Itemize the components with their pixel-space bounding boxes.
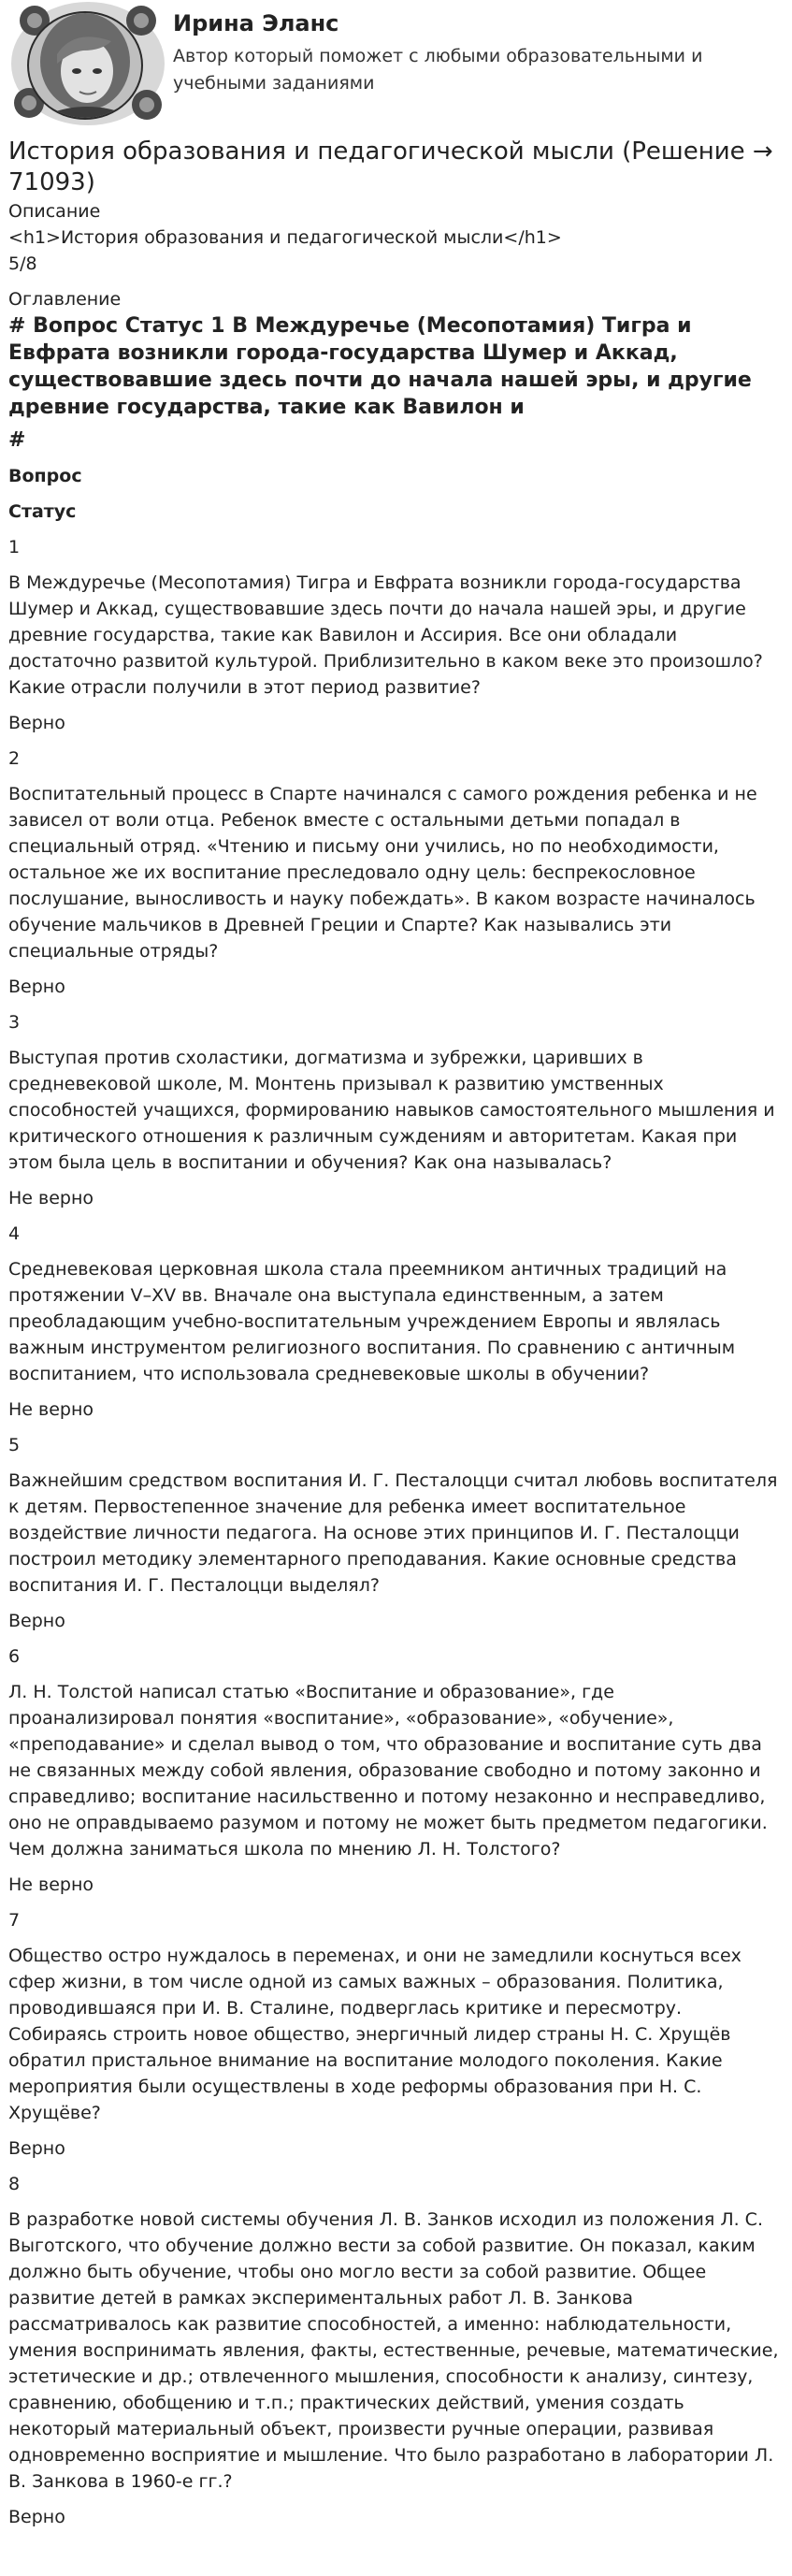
question-status: Верно — [8, 713, 65, 733]
question-item — [8, 1432, 784, 1634]
question-status: Не верно — [8, 1399, 94, 1420]
question-number: 4 — [8, 1223, 21, 1244]
question-text: Средневековая церковная школа стала преемником античных традиций на протяжении V–XV вв. Вначале она выступала единственным, а затем преобладающим учебно-воспитательным учреждением Европы и являлась важным инструментом религиозного воспитания. По сравнению с античным воспитанием, что использовала средневековые школы в обучении? — [8, 1259, 736, 1384]
question-number: 7 — [8, 1910, 21, 1931]
question-number: 3 — [8, 1012, 21, 1033]
column-status-header: Статус — [8, 501, 77, 522]
question-text: Важнейшим средством воспитания И. Г. Песталоцци считал любовь воспитателя к детям. Первостепенное значение для ребенка имеет воспитательное воздействие личности педагога. На основе этих принципов И. Г. Песталоцци построил методику элементарного преподавания. Какие основные средства воспитания И. Г. Песталоцци выделял? — [8, 1470, 778, 1596]
question-item — [8, 1907, 784, 2162]
question-item — [8, 745, 784, 1000]
question-item — [8, 2171, 784, 2530]
author-avatar[interactable] — [8, 0, 167, 127]
document-title: История образования и педагогической мысли (Решение → 71093) — [8, 137, 773, 196]
question-item — [8, 1643, 784, 1898]
question-text: Выступая против схоластики, догматизма и зубрежки, царивших в средневековой школе, М. Монтень призывал к развитию умственных способностей учащихся, формированию навыков самостоятельного мышления и критического отношения к различным суждениям и авторитетам. Какая при этом была цель в воспитании и обучения? Как она называлась? — [8, 1048, 775, 1173]
question-number: 8 — [8, 2174, 21, 2194]
question-number: 2 — [8, 748, 21, 769]
question-text: В Междуречье (Месопотамия) Тигра и Евфрата возникли города-государства Шумер и Аккад, существовавшие здесь почти до начала нашей эры, и другие древние государства, такие как Вавилон и Ассирия. Все они обладали достаточно развитой культурой. Приблизительно в каком веке это произошло? Какие отрасли получили в этот период развитие? — [8, 572, 763, 698]
question-text: Воспитательный процесс в Спарте начинался с самого рождения ребенка и не зависел от воли отца. Ребенок вместе с остальными детьми попадал в специальный отряд. «Чтению и письму они учились, но по необходимости, остальное же их воспитание преследовало одну цель: беспрекословное послушание, выносливость и науку побеждать». В каком возрасте начиналось обучение мальчиков в Древней Греции и Спарте? Как назывались эти специальные отряды? — [8, 784, 757, 962]
description-value: <h1>История образования и педагогической мысли</h1> — [8, 227, 562, 248]
question-item — [8, 1009, 784, 1211]
rating: 5/8 — [8, 253, 37, 274]
question-number: 1 — [8, 537, 21, 557]
description-label: Описание — [8, 201, 101, 222]
question-text: Общество остро нуждалось в переменах, и они не замедлили коснуться всех сфер жизни, в том числе одной из самых важных – образования. Политика, проводившаяся при И. В. Сталине, подверглась критике и пересмотру. Собираясь строить новое общество, энергичный лидер страны Н. С. Хрущёв обратил пристальное внимание на воспитание молодого поколения. Какие мероприятия были осуществлены в ходе реформы образования при Н. С. Хрущёве? — [8, 1946, 742, 2123]
question-status: Верно — [8, 1611, 65, 1631]
author-description: Автор который поможет с любыми образовательными и учебными заданиями — [173, 46, 703, 94]
column-number-header: # — [8, 428, 26, 452]
question-number: 5 — [8, 1435, 21, 1455]
question-status: Не верно — [8, 1188, 94, 1208]
question-number: 6 — [8, 1646, 21, 1667]
question-status: Не верно — [8, 1874, 94, 1895]
author-name[interactable]: Ирина Эланс — [173, 10, 339, 36]
question-status: Верно — [8, 2507, 65, 2527]
question-status: Верно — [8, 2138, 65, 2159]
author-card — [8, 0, 784, 127]
column-question-header: Вопрос — [8, 466, 82, 486]
question-text: Л. Н. Толстой написал статью «Воспитание и образование», где проанализировал понятия «воспитание», «образование», «обучение», «преподавание» и сделал вывод о том, что образование и воспитание суть два не связанных между собой явления, образование свободно и потому законно и справедливо; воспитание насильственно и потому незаконно и несправедливо, оно не оправдываемо разумом и потому не может быть предметом педагогики. Чем должна заниматься школа по мнению Л. Н. Толстого? — [8, 1682, 768, 1860]
question-status: Верно — [8, 977, 65, 997]
question-item — [8, 534, 784, 736]
question-item — [8, 1221, 784, 1423]
question-text: В разработке новой системы обучения Л. В. Занков исходил из положения Л. С. Выготского, что обучение должно вести за собой развитие. Он показал, каким должно быть обучение, чтобы оно могло вести за собой развитие. Общее развитие детей в рамках экспериментальных работ Л. В. Занкова рассматривалось как развитие способностей, а именно: наблюдательности, умения воспринимать явления, факты, естественные, речевые, математические, эстетические и др.; отвлеченного мышления, способности к анализу, синтезу, сравнению, обобщению и т.п.; практических действий, умения создать некоторый материальный объект, произвести ручные операции, развивая одновременно восприятие и мышление. Что было разработано в лаборатории Л. В. Занкова в 1960-е гг.? — [8, 2209, 779, 2492]
toc-heading[interactable]: # Вопрос Статус 1 В Междуречье (Месопотамия) Тигра и Евфрата возникли города-государства Шумер и Аккад, существовавшие здесь почти до начала нашей эры, и другие древние государства, такие как Вавилон и — [8, 314, 752, 419]
questions-list — [8, 534, 784, 2530]
toc-label: Оглавление — [8, 289, 122, 310]
